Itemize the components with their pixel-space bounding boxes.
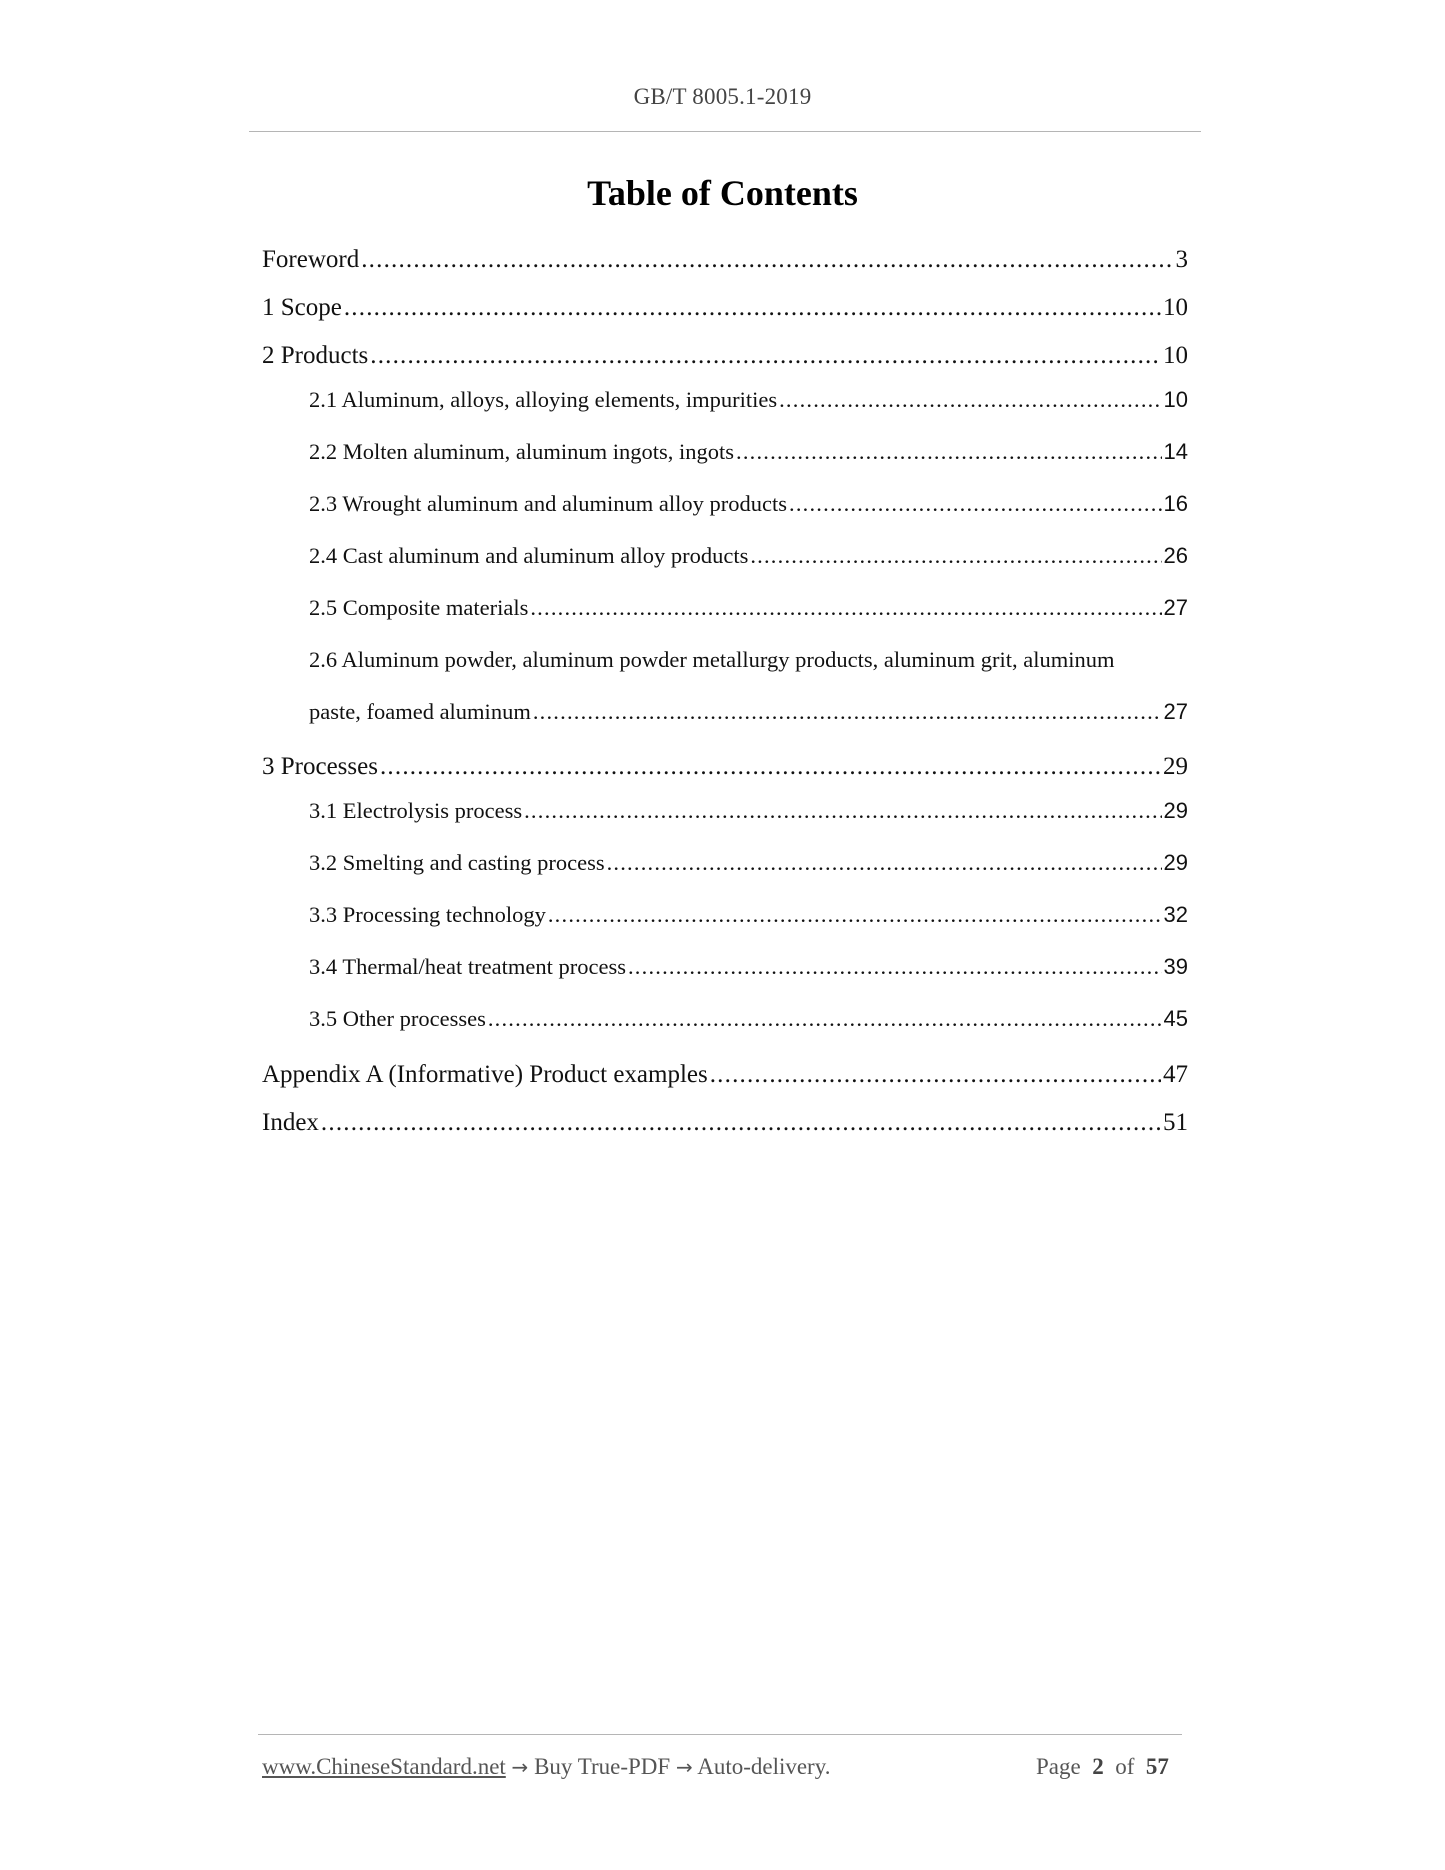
- dot-leader: [710, 1061, 1161, 1089]
- of-word: of: [1115, 1754, 1135, 1779]
- toc-entry-2-6-line1[interactable]: 2.6 Aluminum powder, aluminum powder metallurgy products, aluminum grit, aluminum: [309, 647, 1115, 672]
- toc-entry-page: 47: [1163, 1061, 1188, 1088]
- toc-entry-page: 39: [1163, 954, 1188, 979]
- footer-promo: [262, 1754, 830, 1780]
- dot-leader: [530, 595, 1161, 621]
- dot-leader: [779, 387, 1161, 413]
- toc-entry-page: 51: [1163, 1109, 1188, 1136]
- toc-entry-label: 3.2 Smelting and casting process: [309, 850, 605, 875]
- toc-entry-label: Index: [262, 1109, 319, 1136]
- dot-leader: [361, 246, 1173, 274]
- site-link[interactable]: www.ChineseStandard.net: [262, 1754, 506, 1779]
- toc-entry-label: 2.4 Cast aluminum and aluminum alloy products: [309, 543, 749, 568]
- toc-entry-2-6[interactable]: [309, 699, 1188, 725]
- toc-entry-3-1[interactable]: [309, 798, 1188, 824]
- buy-true-pdf-text: Buy True-PDF: [534, 1754, 671, 1779]
- toc-entry-page: 26: [1163, 543, 1188, 568]
- toc-entry-label: 3 Processes: [262, 753, 378, 780]
- toc-entry-scope[interactable]: [262, 294, 1188, 322]
- toc-entry-page: 27: [1163, 595, 1188, 620]
- footer-divider: [258, 1734, 1182, 1735]
- page-word: Page: [1036, 1754, 1081, 1779]
- toc-entry-label: Appendix A (Informative) Product examples: [262, 1061, 708, 1088]
- toc-entry-processes[interactable]: [262, 753, 1188, 781]
- toc-entry-label: 2 Products: [262, 342, 369, 369]
- arrow-right-icon: →: [511, 1755, 529, 1779]
- toc-entry-page: 16: [1163, 491, 1188, 516]
- toc-entry-label: 1 Scope: [262, 294, 342, 321]
- toc-entry-2-2[interactable]: [309, 439, 1188, 465]
- toc-entry-page: 45: [1163, 1006, 1188, 1031]
- toc-entry-page: 27: [1163, 699, 1188, 724]
- toc-entry-label: 3.1 Electrolysis process: [309, 798, 523, 823]
- current-page-number: 2: [1092, 1754, 1104, 1779]
- dot-leader: [548, 902, 1162, 928]
- auto-delivery-text: Auto-delivery.: [697, 1754, 831, 1779]
- page-indicator: [1036, 1754, 1169, 1780]
- toc-entry-label: 2.1 Aluminum, alloys, alloying elements, impurities: [309, 387, 778, 412]
- toc-entry-3-4[interactable]: [309, 954, 1188, 980]
- toc-entry-label: Foreword: [262, 246, 360, 273]
- dot-leader: [789, 491, 1162, 517]
- arrow-right-icon: →: [675, 1755, 693, 1779]
- document-code-header: GB/T 8005.1-2019: [633, 84, 812, 109]
- toc-entry-label: 3.5 Other processes: [309, 1006, 486, 1031]
- toc-entry-label: 2.3 Wrought aluminum and aluminum alloy products: [309, 491, 787, 516]
- dot-leader: [370, 342, 1161, 370]
- total-pages-number: 57: [1145, 1754, 1169, 1779]
- toc-entry-appendix-a[interactable]: [262, 1061, 1188, 1089]
- toc-entry-index[interactable]: [262, 1109, 1188, 1137]
- dot-leader: [321, 1109, 1161, 1137]
- toc-entry-page: 10: [1163, 294, 1188, 321]
- toc-entry-page: 14: [1163, 439, 1188, 464]
- toc-entry-3-3[interactable]: [309, 902, 1188, 928]
- toc-entry-2-3[interactable]: [309, 491, 1188, 517]
- toc-entry-label: 2.2 Molten aluminum, aluminum ingots, ingots: [309, 439, 734, 464]
- toc-entry-page: 29: [1163, 753, 1188, 780]
- toc-entry-2-5[interactable]: [309, 595, 1188, 621]
- toc-entry-2-4[interactable]: [309, 543, 1188, 569]
- dot-leader: [533, 699, 1162, 725]
- toc-entry-page: 29: [1163, 798, 1188, 823]
- toc-entry-label: 3.3 Processing technology: [309, 902, 546, 927]
- toc-entry-2-1[interactable]: [309, 387, 1188, 413]
- dot-leader: [628, 954, 1162, 980]
- dot-leader: [750, 543, 1161, 569]
- toc-title: Table of Contents: [587, 173, 858, 213]
- toc-entry-3-5[interactable]: [309, 1006, 1188, 1032]
- dot-leader: [488, 1006, 1162, 1032]
- toc-entry-foreword[interactable]: [262, 246, 1188, 274]
- toc-entry-label: paste, foamed aluminum: [309, 699, 531, 724]
- toc-entry-label: 2.5 Composite materials: [309, 595, 529, 620]
- toc-entry-products[interactable]: [262, 342, 1188, 370]
- toc-entry-page: 10: [1163, 342, 1188, 369]
- toc-entry-3-2[interactable]: [309, 850, 1188, 876]
- dot-leader: [524, 798, 1161, 824]
- dot-leader: [607, 850, 1162, 876]
- toc-entry-label: 3.4 Thermal/heat treatment process: [309, 954, 626, 979]
- toc-entry-page: 29: [1163, 850, 1188, 875]
- toc-entry-page: 10: [1163, 387, 1188, 412]
- toc-entry-page: 32: [1163, 902, 1188, 927]
- dot-leader: [736, 439, 1162, 465]
- dot-leader: [380, 753, 1161, 781]
- toc-entry-page: 3: [1175, 246, 1188, 273]
- dot-leader: [344, 294, 1161, 322]
